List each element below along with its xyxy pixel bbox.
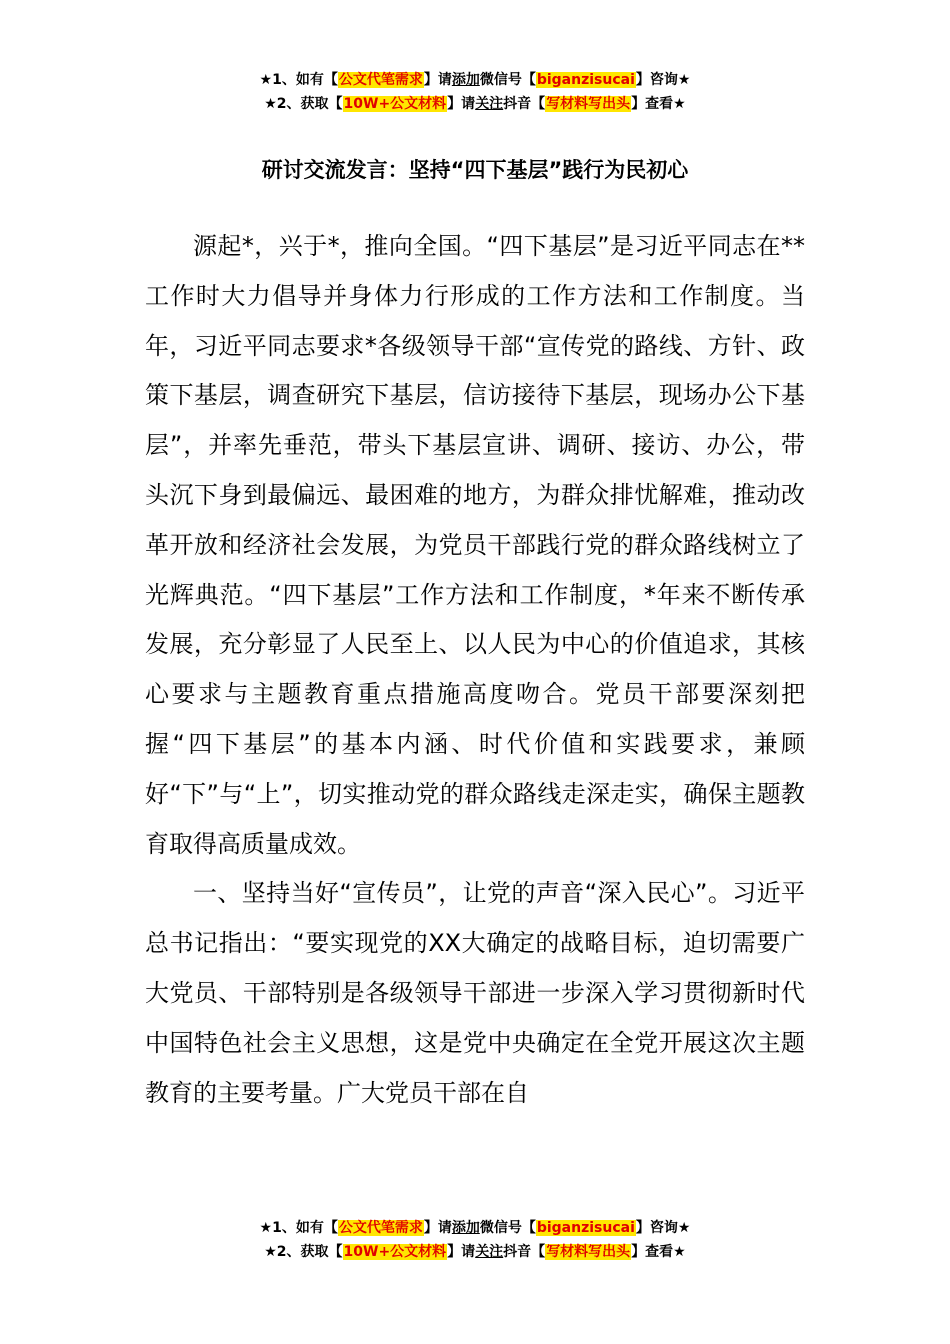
banner-text: 】咨询★	[635, 72, 691, 88]
banner-line-2	[0, 92, 950, 116]
header-banner	[0, 68, 950, 116]
paragraph: 源起*，兴于*，推向全国。“四下基层”是习近平同志在**工作时大力倡导并身体力行形成的工作方法和工作制度。当年，习近平同志要求*各级领导干部“宣传党的路线、方针、政策下基层，调查研究下基层，信访接待下基层，现场办公下基层”，并率先垂范，带头下基层宣讲、调研、接访、办公，带头沉下身到最偏远、最困难的地方，为群众排忧解难，推动改革开放和经济社会发展，为党员干部践行党的群众路线树立了光辉典范。“四下基层”工作方法和工作制度，*年来不断传承发展，充分彰显了人民至上、以人民为中心的价值追求，其核心要求与主题教育重点措施高度吻合。党员干部要深刻把握“四下基层”的基本内涵、时代价值和实践要求，兼顾好“下”与“上”，切实推动党的群众路线走深走实，确保主题教育取得高质量成效。	[145, 232, 805, 858]
banner-highlight: 写材料写出头	[546, 1244, 631, 1260]
banner-text: 】请	[423, 72, 452, 88]
banner-highlight: 10W+公文材料	[343, 1244, 447, 1260]
banner-underline: 添加	[451, 72, 480, 88]
banner-text: 】请	[447, 1244, 476, 1260]
banner-text: 抖音【	[503, 1244, 546, 1260]
banner-text: ★2、获取【	[264, 96, 343, 112]
banner-text: 微信号【	[479, 72, 536, 88]
banner-text: ★1、如有【	[259, 1220, 338, 1236]
banner-highlight: biganzisucai	[536, 72, 635, 88]
banner-text: 】咨询★	[635, 1220, 691, 1236]
banner-text: 微信号【	[479, 1220, 536, 1236]
banner-line-1	[0, 68, 950, 92]
banner-text: 抖音【	[503, 96, 546, 112]
banner-highlight: 写材料写出头	[546, 96, 631, 112]
footer-banner	[0, 1216, 950, 1264]
banner-text: 】请	[447, 96, 476, 112]
banner-line-2	[0, 1240, 950, 1264]
banner-text: 】查看★	[631, 96, 686, 112]
banner-underline: 关注	[475, 1244, 504, 1260]
banner-highlight: 公文代笔需求	[338, 72, 423, 88]
banner-text: 】查看★	[631, 1244, 686, 1260]
banner-line-1	[0, 1216, 950, 1240]
banner-highlight: 10W+公文材料	[343, 96, 447, 112]
banner-text: 】请	[423, 1220, 452, 1236]
banner-text: ★1、如有【	[259, 72, 338, 88]
banner-text: ★2、获取【	[264, 1244, 343, 1260]
document-body	[145, 222, 805, 1118]
banner-underline: 添加	[451, 1220, 480, 1236]
banner-highlight: biganzisucai	[536, 1220, 635, 1236]
banner-underline: 关注	[475, 96, 504, 112]
paragraph: 一、坚持当好“宣传员”，让党的声音“深入民心”。习近平总书记指出：“要实现党的XX大确定的战略目标，迫切需要广大党员、干部特别是各级领导干部进一步深入学习贯彻新时代中国特色社会主义思想，这是党中央确定在全党开展这次主题教育的主要考量。广大党员干部在自	[145, 879, 805, 1107]
banner-highlight: 公文代笔需求	[338, 1220, 423, 1236]
document-title: 研讨交流发言：坚持“四下基层”践行为民初心	[261, 158, 689, 182]
